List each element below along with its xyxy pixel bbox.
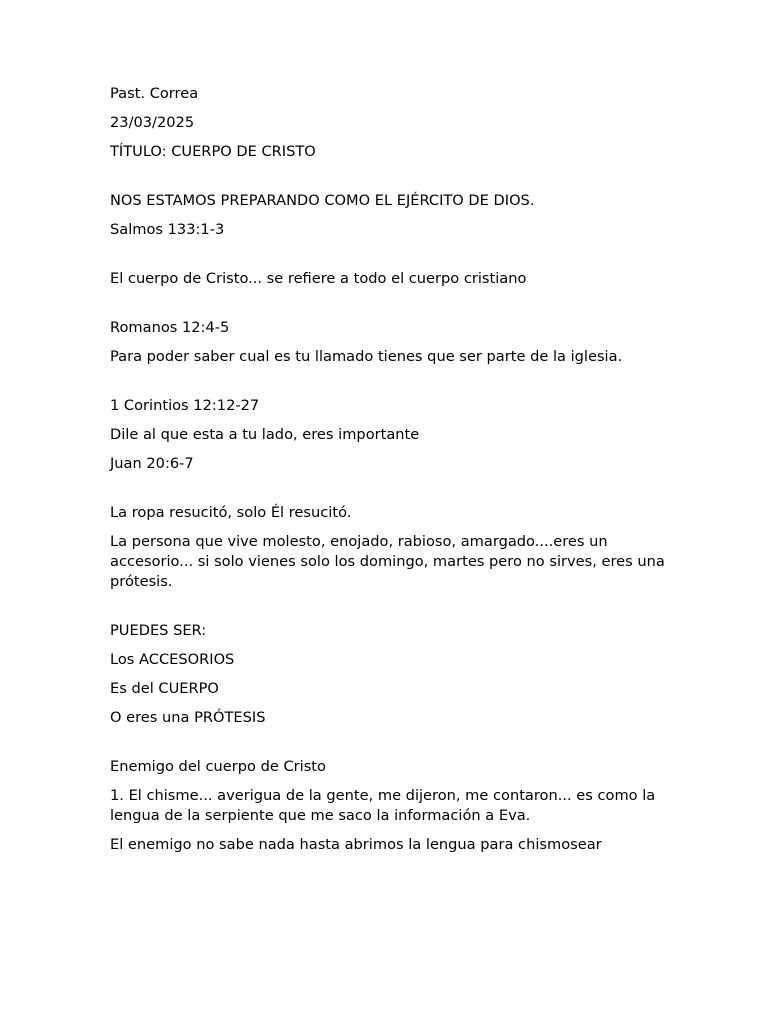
section-heading: PUEDES SER: bbox=[110, 622, 207, 639]
scripture-reference: Juan 20:6-7 bbox=[110, 455, 194, 472]
author-line: Past. Correa bbox=[110, 85, 199, 102]
paragraph: 1. El chisme... averigua de la gente, me dijeron, me contaron... es como la lengua de la serpiente que me saco la información a Eva. bbox=[110, 787, 656, 824]
list-line: O eres una PRÓTESIS bbox=[110, 709, 266, 726]
paragraph: La ropa resucitó, solo Él resucitó. bbox=[110, 504, 352, 521]
paragraph: El enemigo no sabe nada hasta abrimos la lengua para chismosear bbox=[110, 836, 602, 853]
title-line: TÍTULO: CUERPO DE CRISTO bbox=[110, 143, 316, 160]
list-line: Los ACCESORIOS bbox=[110, 651, 235, 668]
scripture-reference: 1 Corintios 12:12-27 bbox=[110, 397, 260, 414]
date-line: 23/03/2025 bbox=[110, 114, 195, 131]
scripture-reference: Salmos 133:1-3 bbox=[110, 221, 225, 238]
section-heading: Enemigo del cuerpo de Cristo bbox=[110, 758, 326, 775]
document-body bbox=[110, 84, 670, 864]
paragraph: La persona que vive molesto, enojado, rabioso, amargado....eres un accesorio... si solo vienes solo los domingo, martes pero no sirves, eres una prótesis. bbox=[110, 533, 665, 590]
list-line: Es del CUERPO bbox=[110, 680, 219, 697]
paragraph: NOS ESTAMOS PREPARANDO COMO EL EJÉRCITO DE DIOS. bbox=[110, 192, 535, 209]
scripture-reference: Romanos 12:4-5 bbox=[110, 319, 230, 336]
paragraph: Para poder saber cual es tu llamado tienes que ser parte de la iglesia. bbox=[110, 348, 623, 365]
paragraph: El cuerpo de Cristo... se refiere a todo el cuerpo cristiano bbox=[110, 270, 527, 287]
paragraph: Dile al que esta a tu lado, eres importante bbox=[110, 426, 420, 443]
